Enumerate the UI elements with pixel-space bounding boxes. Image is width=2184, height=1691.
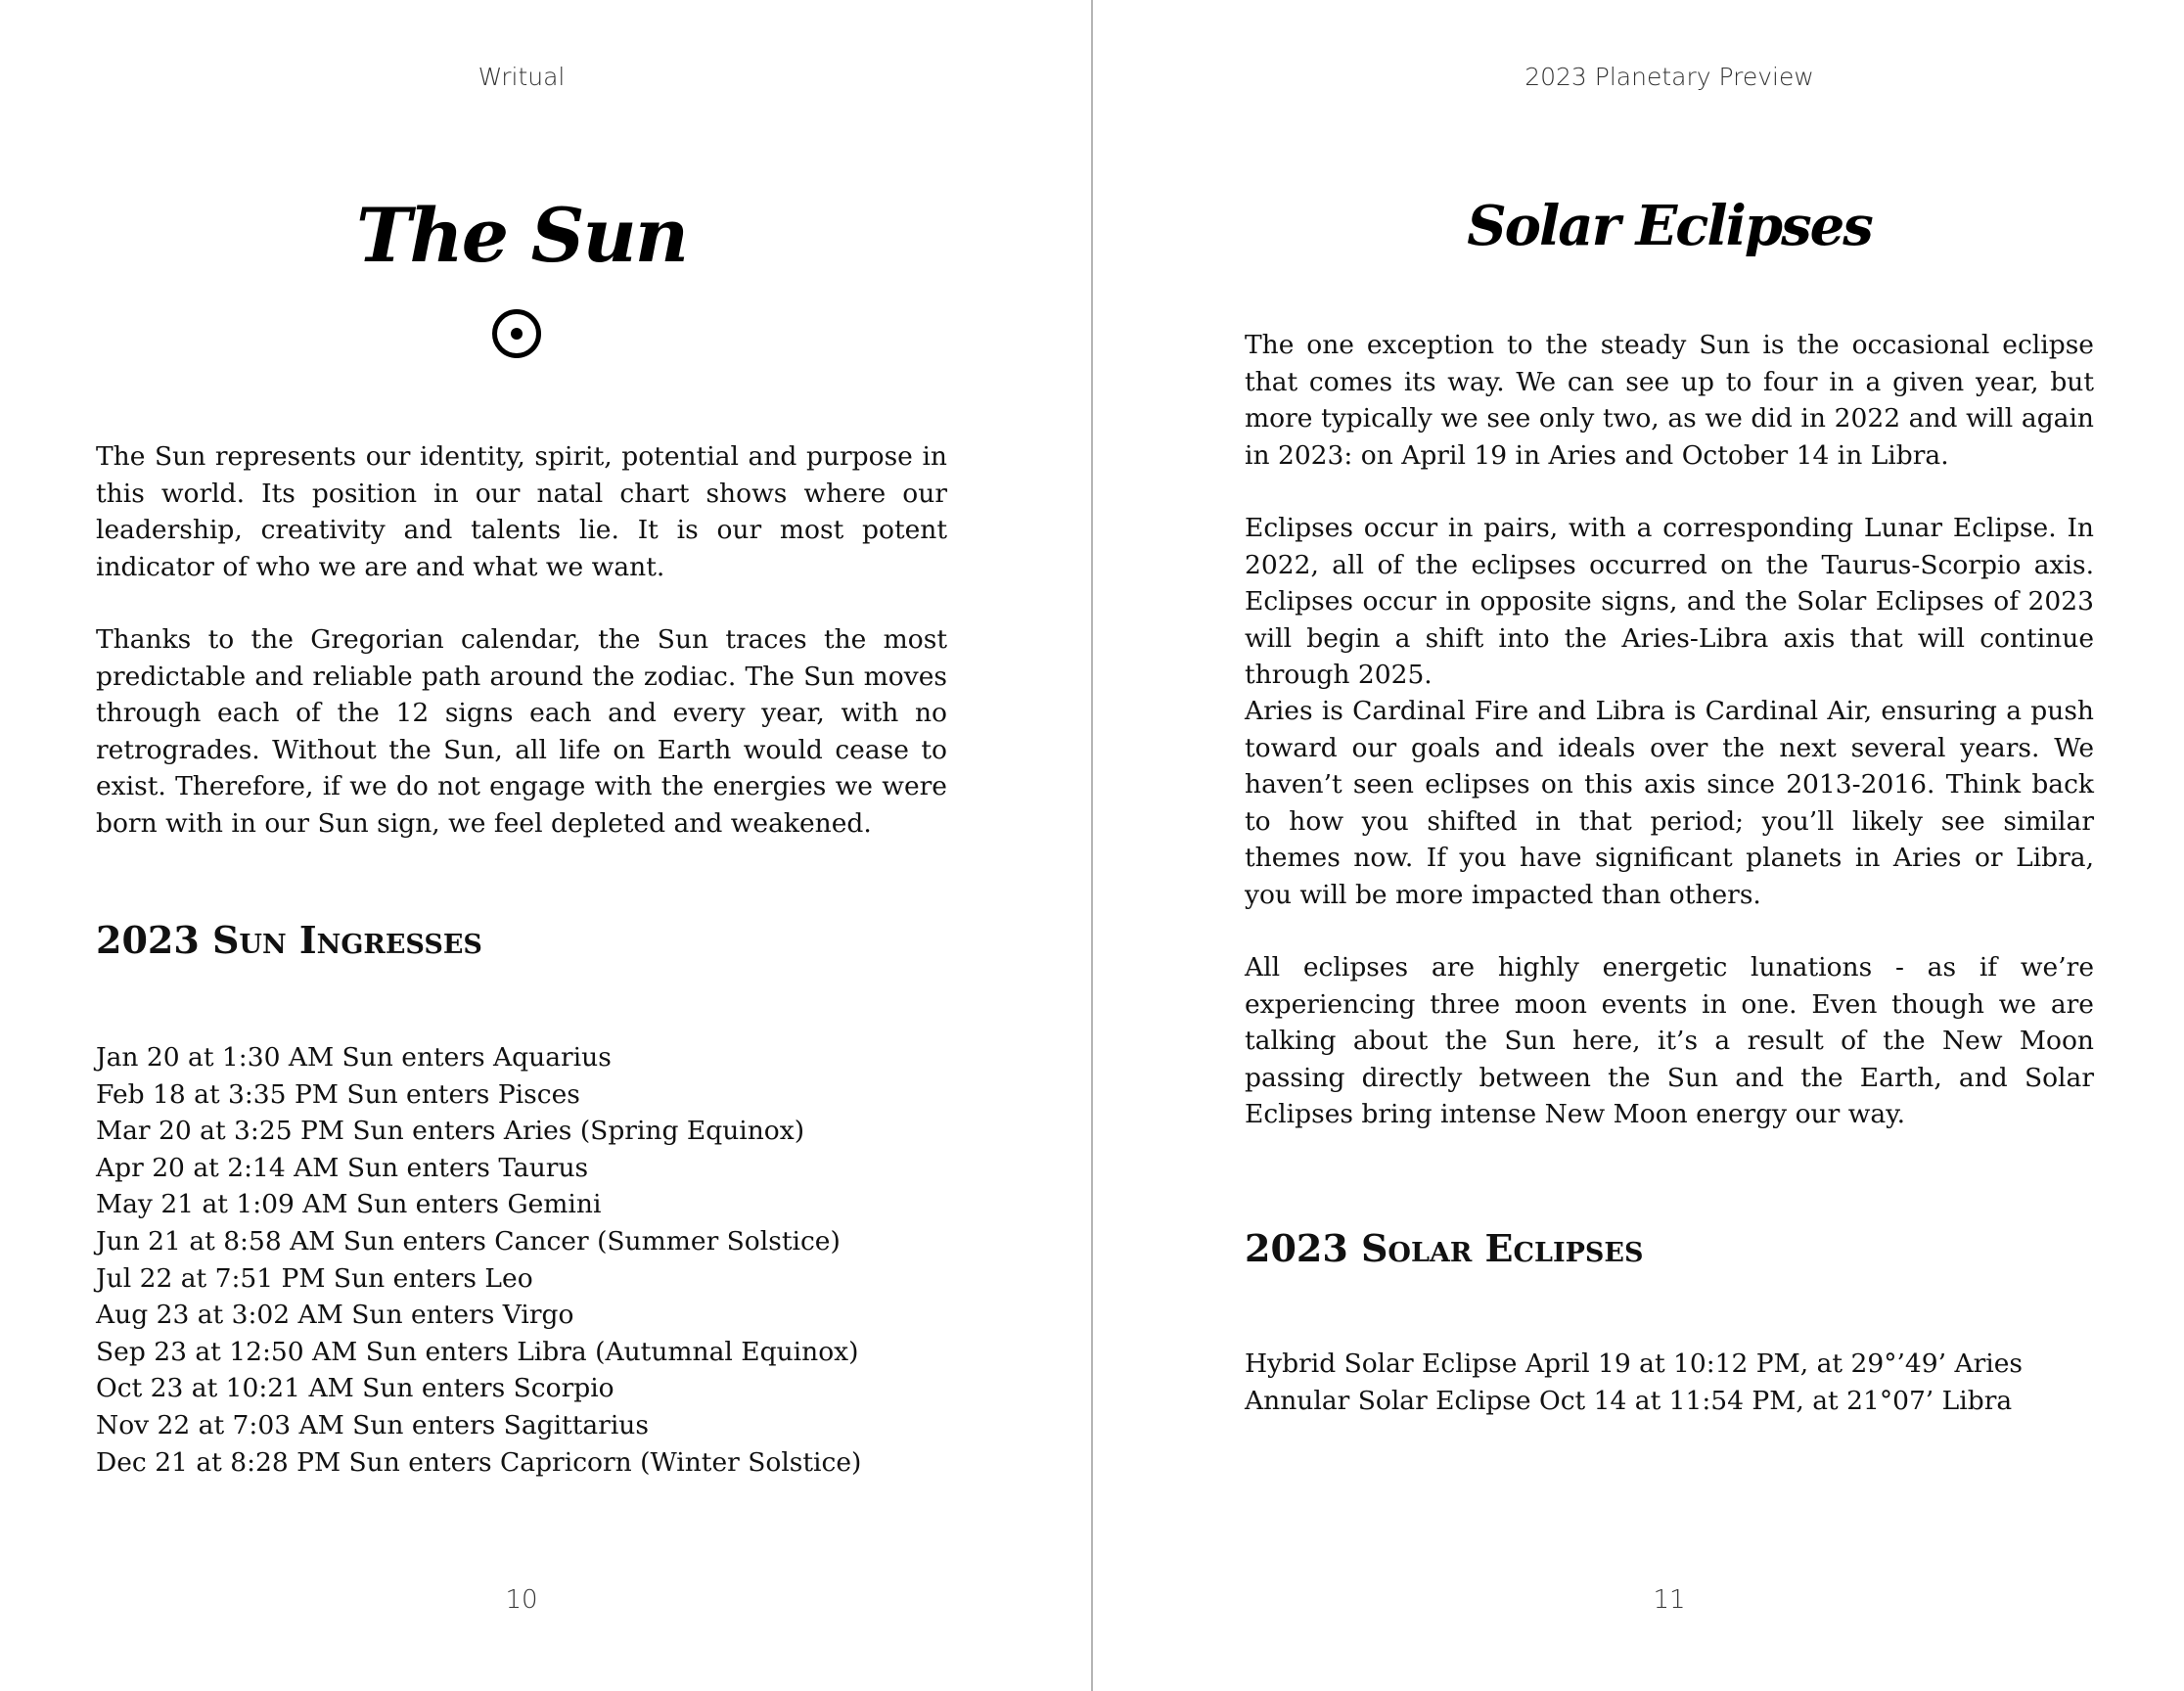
running-head: Writual xyxy=(478,63,566,91)
list-item: Feb 18 at 3:35 PM Sun enters Pisces xyxy=(96,1078,580,1110)
list-item: Nov 22 at 7:03 AM Sun enters Sagittarius xyxy=(96,1409,649,1440)
list-item: Jul 22 at 7:51 PM Sun enters Leo xyxy=(96,1262,533,1294)
list-item: Jan 20 at 1:30 AM Sun enters Aquarius xyxy=(96,1042,612,1073)
right-page xyxy=(1245,0,2094,1691)
page-number: 10 xyxy=(505,1585,538,1615)
section-heading: 2023 Sun Ingresses xyxy=(96,918,482,962)
list-item: Apr 20 at 2:14 AM Sun enters Taurus xyxy=(96,1152,589,1183)
sun-symbol-icon xyxy=(492,309,541,358)
body-paragraph: Eclipses occur in pairs, with a corresponding Lunar Eclipse. In 2022, all of the eclipses occurred on the Taurus-Scorpio axis. Eclipses occur in opposite signs, and the Solar Eclipses of 2023 will begin a shift into the Aries-Libra axis that will continue through 2025. xyxy=(1245,513,2094,691)
list-item: Mar 20 at 3:25 PM Sun enters Aries (Spring Equinox) xyxy=(96,1116,805,1147)
page-number: 11 xyxy=(1653,1585,1686,1615)
body-paragraph: The one exception to the steady Sun is the occasional eclipse that comes its way. We can see up to four in a given year, but more typically we see only two, as we did in 2022 and will again in 2023: on April 19 in Aries and October 14 in Libra. xyxy=(1245,330,2094,471)
list-item: Dec 21 at 8:28 PM Sun enters Capricorn (Winter Solstice) xyxy=(96,1446,862,1478)
body-paragraph: Aries is Cardinal Fire and Libra is Cardinal Air, ensuring a push toward our goals and ideals over the next several years. We haven’t seen eclipses on this axis since 2013-2016. Think back to how you shifted in that period; you’ll likely see similar themes now. If you have significant planets in Aries or Libra, you will be more impacted than others. xyxy=(1245,696,2094,910)
page-title: Solar Eclipses xyxy=(1467,194,1872,258)
body-paragraph: Thanks to the Gregorian calendar, the Sun traces the most predictable and reliable path around the zodiac. The Sun moves through each of the 12 signs each and every year, with no retrogrades. Without the Sun, all life on Earth would cease to exist. Therefore, if we do not engage with the energies we were born with in our Sun sign, we feel depleted and weakened. xyxy=(96,624,947,839)
list-item: Jun 21 at 8:58 AM Sun enters Cancer (Summer Solstice) xyxy=(96,1225,841,1257)
page-title: The Sun xyxy=(355,192,688,279)
body-paragraph: All eclipses are highly energetic lunations - as if we’re experiencing three moon events in one. Even though we are talking about the Sun here, it’s a result of the New Moon passing directly between the Sun and the Earth, and Solar Eclipses bring intense New Moon energy our way. xyxy=(1245,952,2094,1130)
list-item: Oct 23 at 10:21 AM Sun enters Scorpio xyxy=(96,1373,614,1404)
running-head: 2023 Planetary Preview xyxy=(1524,63,1814,91)
list-item: May 21 at 1:09 AM Sun enters Gemini xyxy=(96,1189,602,1220)
ingress-list xyxy=(96,1039,947,1481)
list-item: Annular Solar Eclipse Oct 14 at 11:54 PM, at 21°07’ Libra xyxy=(1245,1385,2013,1416)
eclipse-list xyxy=(1245,1346,2094,1419)
body-paragraph: The Sun represents our identity, spirit, potential and purpose in this world. Its position in our natal chart shows where our leadership, creativity and talents lie. It is our most potent indicator of who we are and what we want. xyxy=(96,441,947,582)
list-item: Aug 23 at 3:02 AM Sun enters Virgo xyxy=(96,1300,574,1331)
spine-divider xyxy=(1091,0,1093,1691)
list-item: Hybrid Solar Eclipse April 19 at 10:12 PM, at 29°’49’ Aries xyxy=(1245,1348,2024,1379)
section-heading: 2023 Solar Eclipses xyxy=(1245,1226,1644,1270)
left-page xyxy=(96,0,947,1691)
list-item: Sep 23 at 12:50 AM Sun enters Libra (Autumnal Equinox) xyxy=(96,1336,859,1367)
